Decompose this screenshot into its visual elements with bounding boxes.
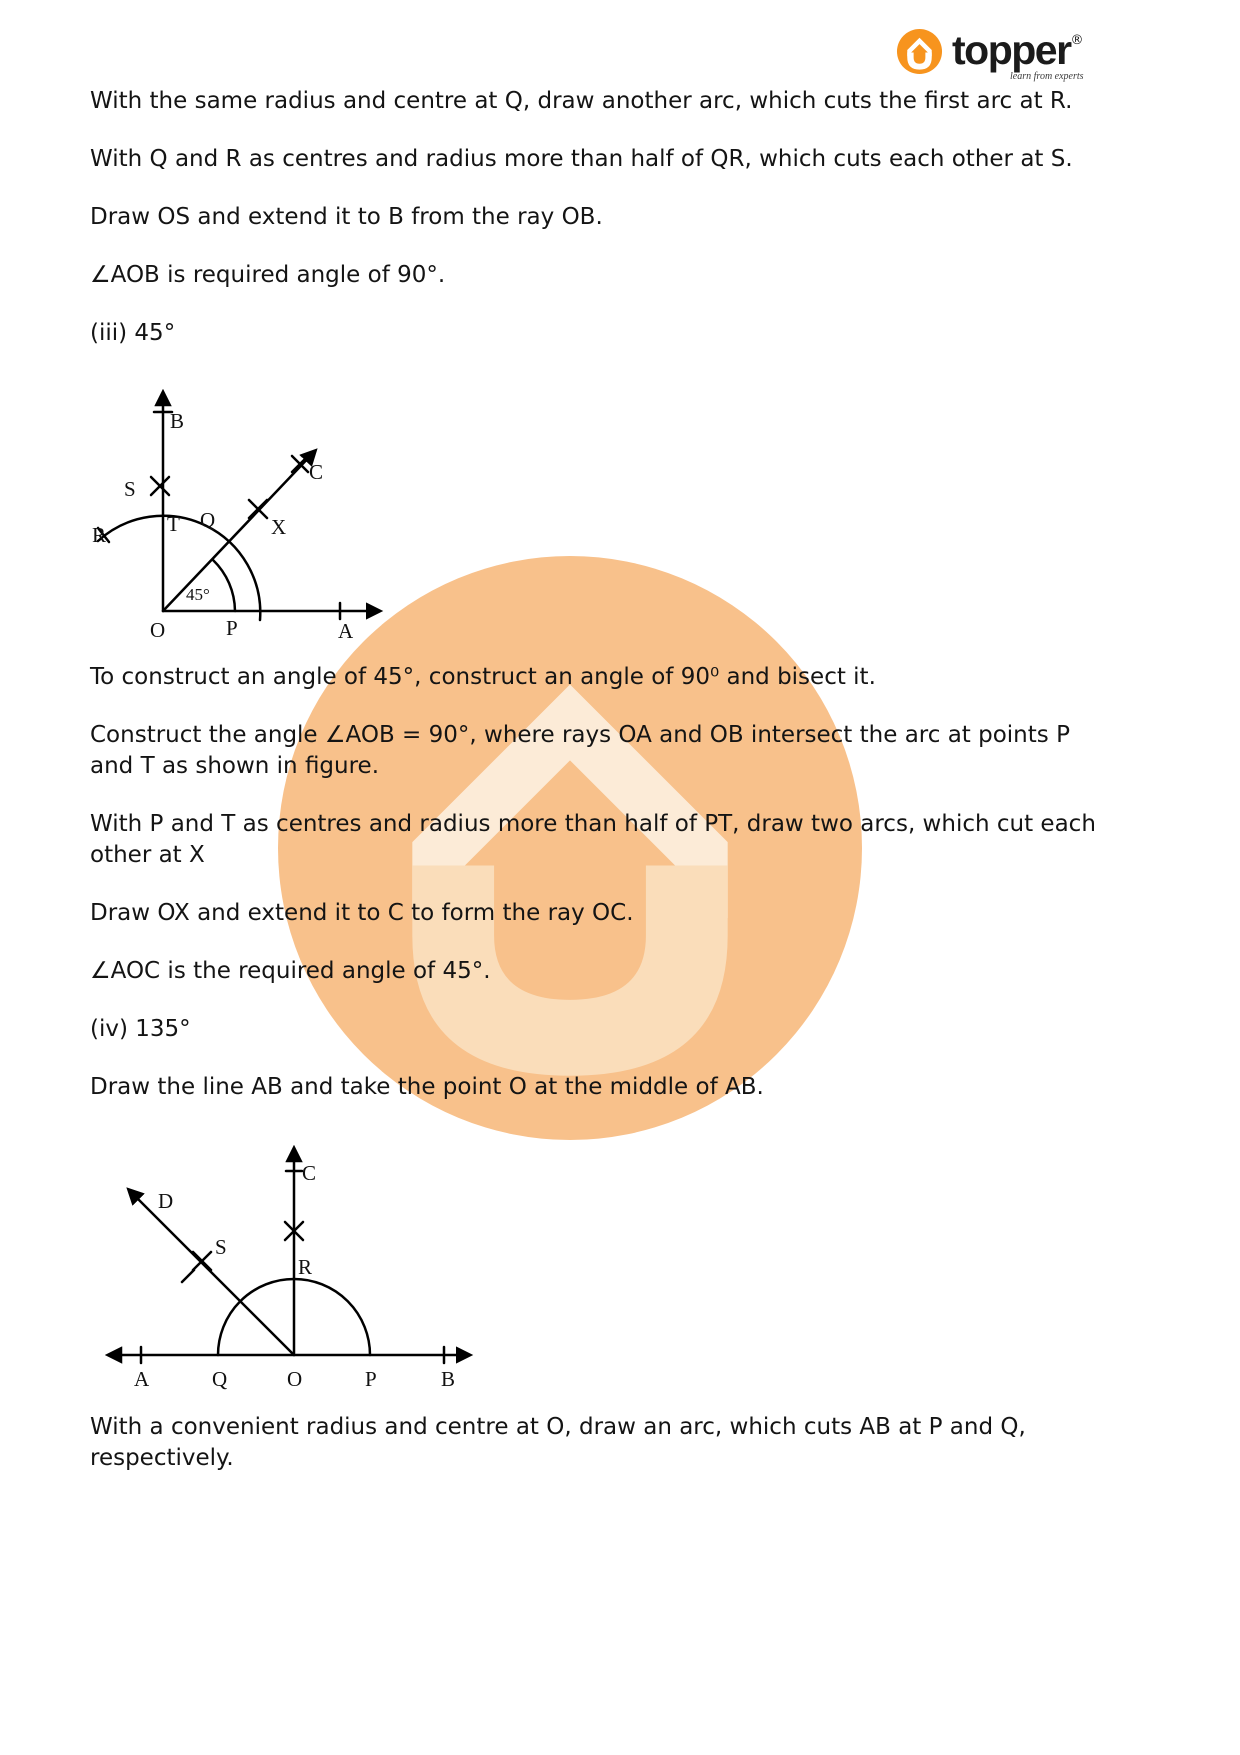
fig2-label-A: A: [134, 1367, 150, 1391]
fig1-geometry: [98, 394, 378, 620]
paragraph-5: (iii) 45°: [90, 320, 176, 346]
brand-logo: [896, 28, 1084, 82]
brand-name: topper: [952, 27, 1071, 73]
paragraph-4: ∠AOB is required angle of 90°.: [90, 262, 446, 288]
fig1-label-T: T: [167, 512, 180, 536]
paragraph-2: With Q and R as centres and radius more than half of QR, which cuts each other at S.: [90, 146, 1073, 172]
fig2-geometry: [110, 1150, 468, 1363]
paragraph-9: Draw OX and extend it to C to form the ray OC.: [90, 900, 634, 926]
fig2-label-S: S: [215, 1235, 227, 1259]
fig1-angle-arc: [213, 560, 235, 611]
paragraph-10: ∠AOC is the required angle of 45°.: [90, 958, 491, 984]
paragraph-11: (iv) 135°: [90, 1016, 191, 1042]
figure-45-degree-construction: [90, 376, 430, 648]
fig1-label-S: S: [124, 477, 136, 501]
brand-tagline: learn from experts: [1010, 71, 1084, 82]
paragraph-3: Draw OS and extend it to B from the ray OB.: [90, 204, 603, 230]
fig2-label-Q: Q: [212, 1367, 228, 1391]
paragraph-12: Draw the line AB and take the point O at the middle of AB.: [90, 1074, 764, 1100]
fig1-label-P: P: [226, 616, 238, 640]
brand-logo-icon: [896, 28, 943, 75]
fig1-label-Q: Q: [200, 508, 216, 532]
fig2-label-P: P: [365, 1367, 377, 1391]
fig1-label-A: A: [338, 619, 354, 643]
fig2-label-O: O: [287, 1367, 303, 1391]
paragraph-1: With the same radius and centre at Q, draw another arc, which cuts the first arc at R.: [90, 88, 1073, 114]
fig2-label-C: C: [302, 1161, 317, 1185]
paragraph-13: With a convenient radius and centre at O, draw an arc, which cuts AB at P and Q, respectively.: [90, 1414, 1026, 1471]
fig1-label-C: C: [309, 460, 324, 484]
fig2-label-B: B: [441, 1367, 456, 1391]
brand-text: [952, 28, 1084, 82]
fig2-tick-below-S: [182, 1270, 194, 1282]
fig2-label-D: D: [158, 1189, 174, 1213]
registered-mark: ®: [1070, 33, 1084, 48]
paragraph-6: To construct an angle of 45°, construct an angle of 90⁰ and bisect it.: [90, 664, 876, 690]
fig1-labels: [92, 409, 354, 643]
fig1-label-angle-45: 45°: [186, 585, 210, 604]
fig1-label-X: X: [271, 515, 287, 539]
fig2-ray-OD: [130, 1191, 294, 1355]
paragraph-7: Construct the angle ∠AOB = 90°, where rays OA and OB intersect the arc at points P and T as shown in figure.: [90, 722, 1070, 779]
fig1-label-B: B: [170, 409, 185, 433]
fig1-label-R: R: [92, 523, 107, 547]
fig2-label-R: R: [298, 1255, 313, 1279]
figure-135-degree-construction: [94, 1130, 484, 1398]
fig1-label-O: O: [150, 618, 166, 642]
paragraph-8: With P and T as centres and radius more than half of PT, draw two arcs, which cut each other at X: [90, 811, 1096, 868]
